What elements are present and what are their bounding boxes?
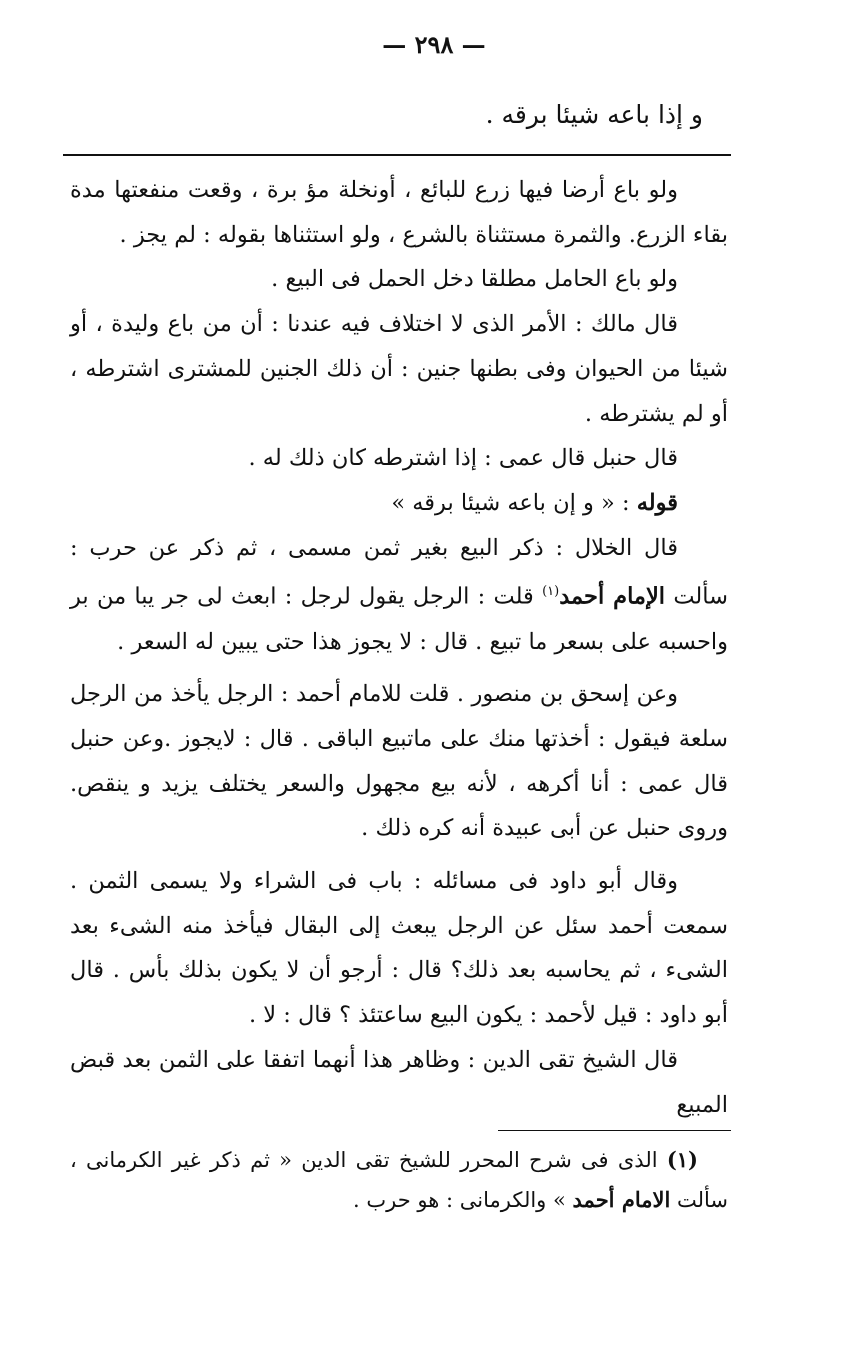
paragraph-1: ولو باع أرضا فيها زرع للبائع ، أونخلة مؤ برة ، وقعت منفعتها مدة بقاء الزرع. والثمرة مستثناة بالشرع ، ولو استثناها بقوله : لم يجز . xyxy=(70,177,728,248)
paragraph-3: قال مالك : الأمر الذى لا اختلاف فيه عندنا : أن من باع وليدة ، أو شيئا من الحيوان وفى بطنها جنين : أن ذلك الجنين للمشترى اشترطه ، أو لم يشترطه . xyxy=(70,311,728,427)
paragraph-7: وعن إسحق بن منصور . قلت للامام أحمد : الرجل يأخذ من الرجل سلعة فيقول : أخذتها منك على ماتبيع الباقى . قال : لايجوز .وعن حنبل قال عمى : أنا أكرهه ، لأنه بيع مجهول والسعر يختلف يزيد و ينقص. وروى حنبل عن أبى عبيدة أنه كره ذلك . xyxy=(70,681,728,842)
footnote-ref: (١) xyxy=(542,584,560,600)
main-text xyxy=(70,168,728,1127)
page-number: — ٢٩٨ — xyxy=(382,30,486,59)
footnote-1 xyxy=(70,1140,728,1220)
footnotes xyxy=(70,1140,728,1220)
footnote-text-b: » والكرمانى : هو حرب . xyxy=(353,1188,566,1212)
footnote-divider xyxy=(498,1130,731,1131)
paragraph-2: ولو باع الحامل مطلقا دخل الحمل فى البيع . xyxy=(271,266,678,293)
paragraph-5 xyxy=(70,481,728,526)
quote-heading: قوله xyxy=(636,489,678,516)
paragraph-6-part-b: قلت : الرجل يقول لرجل : ابعث لى جر يبا من بر واحسبه على بسعر ما تبيع . قال : لا يجوز هذا حتى يبين له السعر . xyxy=(70,583,728,655)
header-text: و إذا باعه شيئا برقه . xyxy=(485,100,703,129)
top-divider xyxy=(63,154,731,156)
paragraph-6-part-a: قال الخلال : ذكر البيع بغير ثمن مسمى ، ثم ذكر عن حرب : سألت xyxy=(70,534,728,610)
imam-ahmad-name: الإمام أحمد xyxy=(559,583,666,610)
footnote-bold: الامام أحمد xyxy=(572,1187,671,1212)
footnote-text-a: الذى فى شرح المحرر للشيخ تقى الدين « ثم ذكر غير الكرمانى ، سألت xyxy=(70,1148,728,1212)
paragraph-6 xyxy=(70,526,728,665)
quote-text: : « و إن باعه شيئا برقه » xyxy=(391,489,630,516)
footnote-marker: (١) xyxy=(666,1147,698,1172)
paragraph-4: قال حنبل قال عمى : إذا اشترطه كان ذلك له . xyxy=(248,445,678,472)
paragraph-8: وقال أبو داود فى مسائله : باب فى الشراء ولا يسمى الثمن . سمعت أحمد سئل عن الرجل يبعث إلى البقال فيأخذ منه الشىء بعد الشىء ، ثم يحاسبه بعد ذلك؟ قال : أرجو أن لا يكون بذلك بأس . قال أبو داود : قيل لأحمد : يكون البيع ساعتئذ ؟ قال : لا . xyxy=(70,868,728,1029)
paragraph-9: قال الشيخ تقى الدين : وظاهر هذا أنهما اتفقا على الثمن بعد قبض المبيع xyxy=(70,1046,728,1118)
